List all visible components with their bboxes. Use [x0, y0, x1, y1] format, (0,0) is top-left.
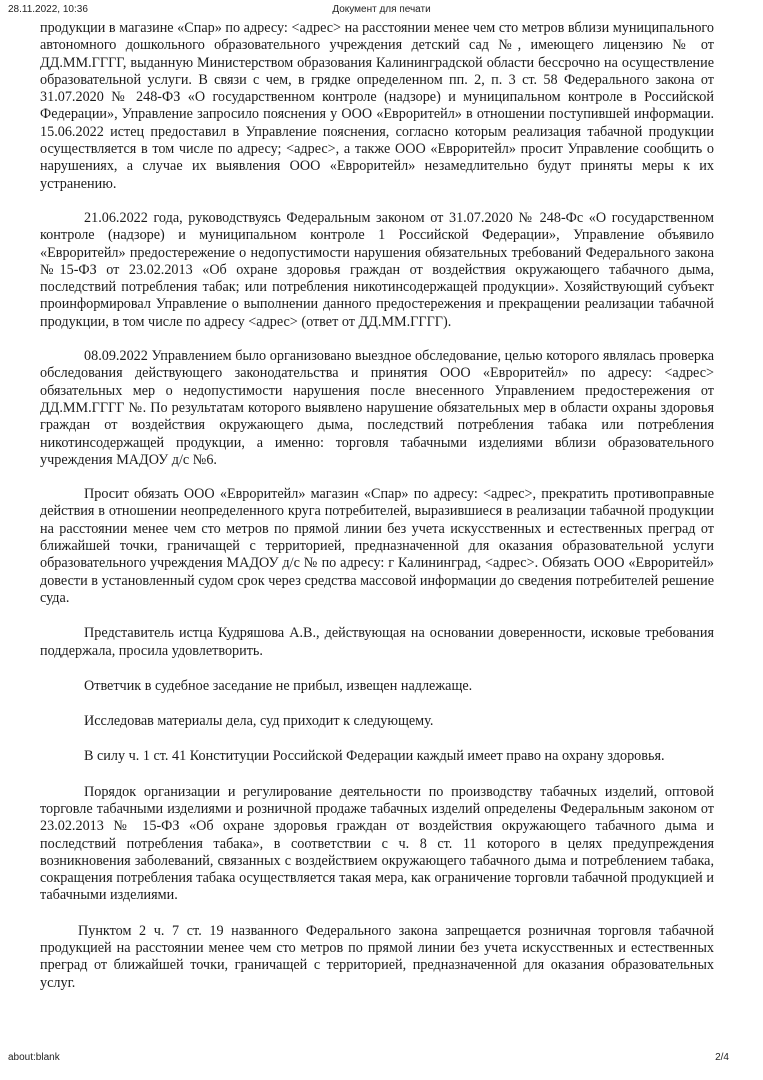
paragraph-regulation: Порядок организации и регулирование деятельности по производству табачных изделий, оптовой торговле табачными изделиями и розничной продаже табачных изделий определены Федеральным законом от 23.02.2013 № 15-ФЗ «Об охране здоровья граждан от воздействия окружающего табачного дыма и последствий потребления табака», в соответствии с ч. 8 ст. 11 которого в целях предупреждения возникновения заболеваний, связанных с воздействием окружающего табачного дыма и потреблением табака, сокращения потребления табака осуществляется такая мера, как ограничение торговли табачной продукцией и табачными изделиями.: [40, 783, 714, 904]
paragraph-law-article: Пунктом 2 ч. 7 ст. 19 названного Федерального закона запрещается розничная торговля табачной продукцией на расстоянии менее чем сто метров по прямой линии без учета искусственных и естественных преград от ближайшей точки, граничащей с территорией, предназначенной для оказания образовательных услуг.: [40, 922, 714, 991]
print-footer: [0, 1052, 763, 1066]
print-datetime: 28.11.2022, 10:36: [8, 4, 88, 15]
paragraph-plaintiff-representative: Представитель истца Кудряшова А.В., действующая на основании доверенности, исковые требования поддержала, просила удовлетворить.: [40, 625, 714, 659]
paragraph-inspection: 08.09.2022 Управлением было организовано выездное обследование, целью которого являлась проверка обследования действующего законодательства и принятия ООО «Евроритейл» по адресу: <адрес> обязательных мер о недопустимости нарушения после внесенного Управлением предостережения от ДД.ММ.ГГГГ №. По результатам которого выявлено нарушение обязательных мер в области охраны здоровья граждан от воздействия окружающего дыма, последствий потребления табака или потребления никотинсодержащей продукции, а именно: торговля табачными изделиями вблизи образовательного учреждения МАДОУ д/с №6.: [40, 348, 714, 468]
paragraph-defendant-absent: Ответчик в судебное заседание не прибыл, извещен надлежаще.: [84, 677, 473, 694]
paragraph-constitution: В силу ч. 1 ст. 41 Конституции Российской Федерации каждый имеет право на охрану здоровья.: [84, 748, 665, 765]
paragraph-claim: Просит обязать ООО «Евроритейл» магазин «Спар» по адресу: <адрес>, прекратить противоправные действия в отношении неопределенного круга потребителей, выразившиеся в реализации табачной продукции на расстоянии менее чем сто метров по прямой линии без учета искусственных и естественных преград от ближайшей точки, граничащей с территорией, предназначенной для оказания образовательной услуги образовательного учреждения МАДОУ д/с № по адресу: г Калининград, <адрес>. Обязать ООО «Евроритейл» довести в установленный судом срок через средства массовой информации до сведения потребителей решение суда.: [40, 486, 714, 606]
document-body: [40, 20, 714, 992]
page-number: 2/4: [715, 1052, 729, 1063]
print-title: Документ для печати: [332, 4, 431, 15]
print-header: [0, 4, 763, 18]
paragraph-continuation: продукции в магазине «Спар» по адресу: <адрес> на расстоянии менее чем сто метров вблизи муниципального автономного дошкольного образовательного учреждения детский сад №, имеющего лицензию № от ДД.ММ.ГГГГ, выданную Министерством образования Калининградской области бессрочно на осуществление образовательной услуги. В связи с чем, в грядке определенном пп. 2, п. 3 ст. 58 Федерального закона от 31.07.2020 № 248-ФЗ «О государственном контроле (надзоре) и муниципальном контроле в Российской Федерации», Управление запросило пояснения у ООО «Евроритейл» в отношении поступившей информации. 15.06.2022 истец предоставил в Управление пояснения, согласно которым реализация табачной продукции осуществляется в том числе по адресу; <адрес>, а также ООО «Евроритейл» просит Управление сообщить о нарушениях, а случае их выявления ООО «Евроритейл» незамедлительно будут приняты меры к их устранению.: [40, 20, 714, 192]
page-url: about:blank: [8, 1052, 60, 1063]
paragraph-court-findings: Исследовав материалы дела, суд приходит к следующему.: [84, 713, 434, 730]
paragraph-warning: 21.06.2022 года, руководствуясь Федеральным законом от 31.07.2020 № 248-Фс «О государственном контроле (надзоре) и муниципальном контроле 1 Российской Федерации», Управление объявило «Евроритейл» предостережение о недопустимости нарушения обязательных требований Федерального закона №15-ФЗ от 23.02.2013 «Об охране здоровья граждан от воздействия окружающего табачного дыма, последствий потребления табак; или потребления никотинсодержащей продукции». Хозяйствующий субъект проинформировал Управление о выполнении данного предостережения и прекращении реализации табачной продукции, в том числе по адресу <адрес> (ответ от ДД.ММ.ГГГГ).: [40, 209, 714, 330]
